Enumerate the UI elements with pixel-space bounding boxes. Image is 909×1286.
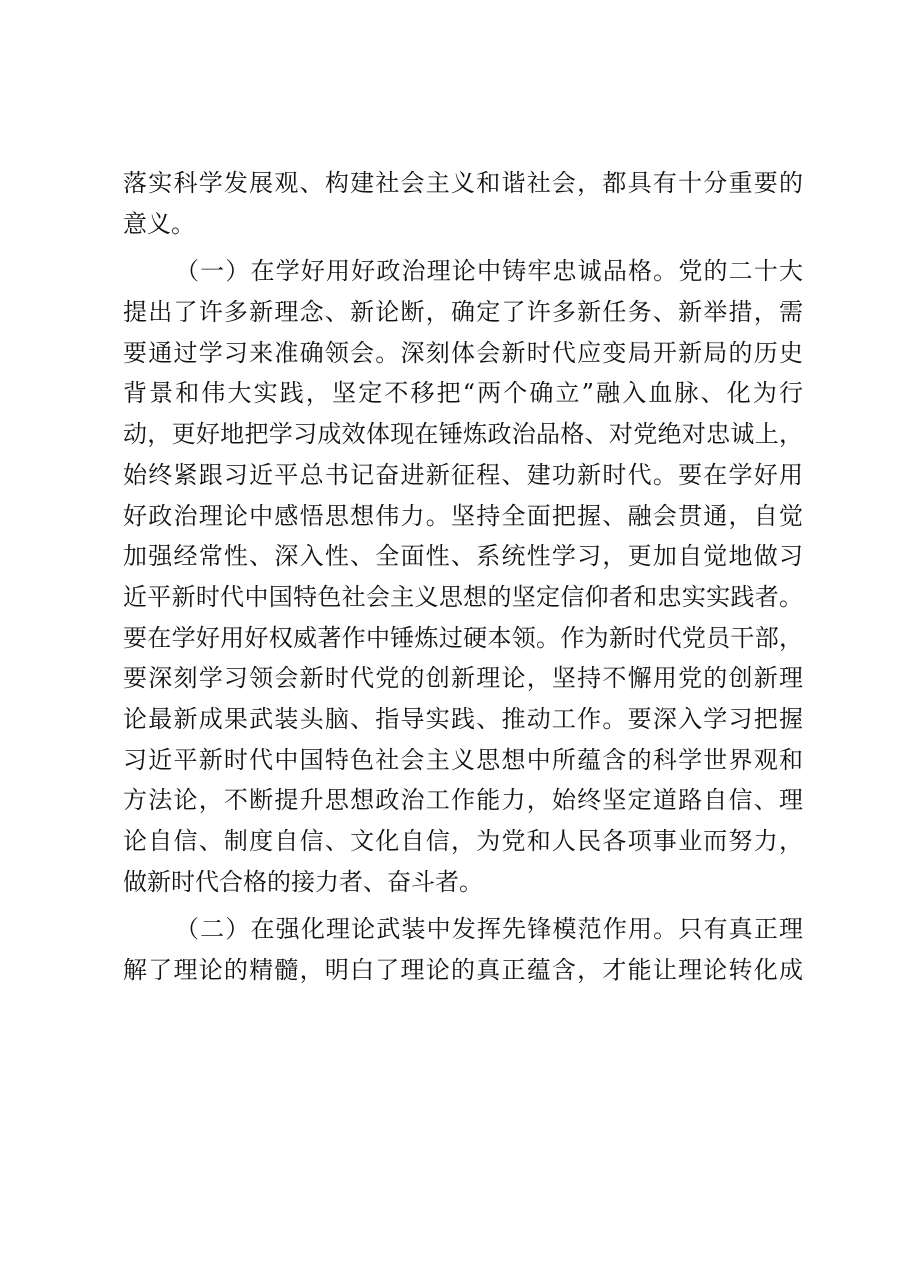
text-line: 要深刻学习领会新时代党的创新理论，坚持不懈用党的创新理: [123, 664, 803, 693]
paragraph-intro-tail: [123, 163, 803, 244]
text-line: 要通过学习来准确领会。深刻体会新时代应变局开新局的历史: [123, 338, 803, 367]
text-line: 论最新成果武装头脑、指导实践、推动工作。要深入学习把握: [123, 704, 803, 733]
document-body: [123, 163, 803, 991]
text-line: 近平新时代中国特色社会主义思想的坚定信仰者和忠实实践者。: [123, 582, 803, 611]
paragraph-gap: [123, 902, 803, 909]
text-line: 背景和伟大实践，坚定不移把“两个确立”融入血脉、化为行: [123, 379, 803, 408]
text-line: 做新时代合格的接力者、奋斗者。: [123, 867, 483, 896]
section-heading-line: （二）在强化理论武装中发挥先锋模范作用。只有真正理: [175, 915, 803, 944]
text-line: 方法论，不断提升思想政治工作能力，始终坚定道路自信、理: [123, 786, 803, 815]
section-heading-line: （一）在学好用好政治理论中铸牢忠诚品格。党的二十大: [175, 257, 803, 286]
text-line: 始终紧跟习近平总书记奋进新征程、建功新时代。要在学好用: [123, 460, 803, 489]
text-line: 好政治理论中感悟思想伟力。坚持全面把握、融会贯通，自觉: [123, 501, 803, 530]
text-line: 落实科学发展观、构建社会主义和谐社会，都具有十分重要的: [123, 169, 803, 197]
text-line: 要在学好用好权威著作中锤炼过硬本领。作为新时代党员干部，: [123, 623, 803, 652]
paragraph-section-2: [123, 909, 803, 990]
text-line: 解了理论的精髓，明白了理论的真正蕴含，才能让理论转化成: [123, 956, 803, 985]
text-line: 动，更好地把学习成效体现在锤炼政治品格、对党绝对忠诚上，: [123, 420, 803, 449]
paragraph-section-1: [123, 251, 803, 902]
paragraph-gap: [123, 244, 803, 251]
text-line: 加强经常性、深入性、全面性、系统性学习，更加自觉地做习: [123, 542, 803, 571]
text-line: 提出了许多新理念、新论断，确定了许多新任务、新举措，需: [123, 298, 803, 327]
text-line: 习近平新时代中国特色社会主义思想中所蕴含的科学世界观和: [123, 745, 803, 774]
text-line: 论自信、制度自信、文化自信，为党和人民各项事业而努力，: [123, 827, 803, 855]
text-line: 意义。: [123, 209, 195, 238]
